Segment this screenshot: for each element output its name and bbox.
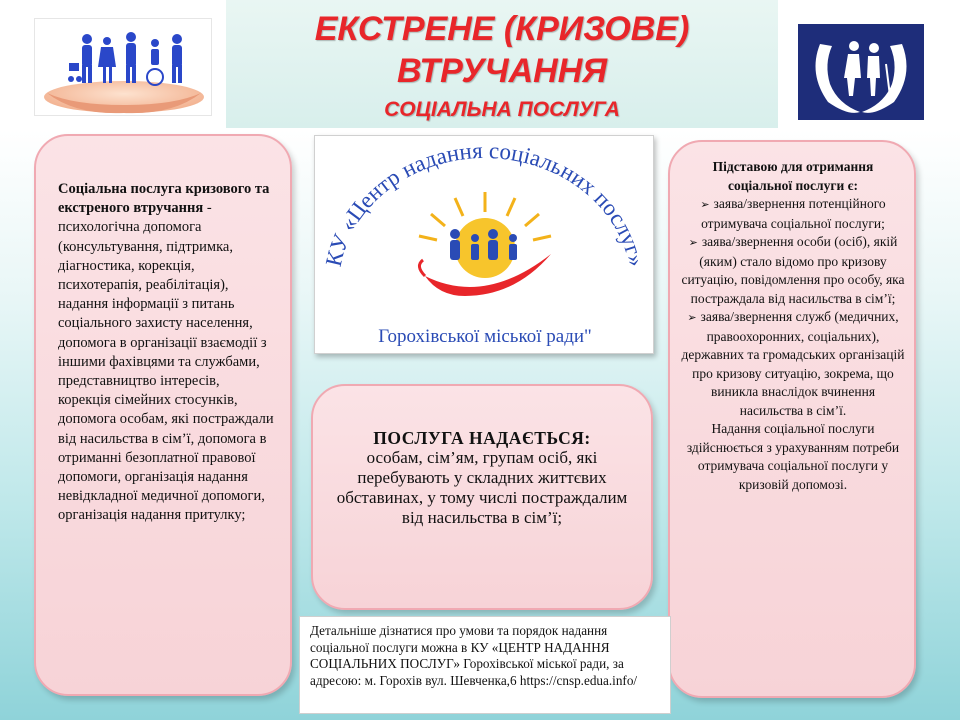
right-info-item: ➢ заява/звернення служб (медичних, правоохоронних, соціальних), державних та громадських організацій про кризову ситуацію, зокрема, що виникла внаслідок вчинення насильства в сім’ї. — [681, 309, 905, 418]
page-title-line1: ЕКСТРЕНЕ (КРИЗОВЕ) — [314, 10, 690, 48]
center-info-body: особам, сім’ям, групам осіб, які перебувають у складних життєвих обставинах, у тому числі постраждалим від насильства в сім’ї; — [336, 448, 628, 527]
left-info-text — [58, 180, 274, 526]
center-logo-card — [314, 135, 654, 354]
center-info-text — [330, 428, 634, 528]
page-subtitle: СОЦІАЛЬНА ПОСЛУГА — [384, 98, 620, 121]
sun-family-logo-icon — [315, 136, 654, 354]
checkmark-bullet-icon: ➢ — [687, 312, 697, 324]
right-info-text — [680, 158, 906, 494]
checkmark-bullet-icon: ➢ — [688, 237, 698, 249]
family-hands-icon — [34, 18, 212, 116]
page-title-line2: ВТРУЧАННЯ — [396, 52, 608, 90]
contact-info-text: Детальніше дізнатися про умови та порядок надання соціальної послуги можна в КУ «ЦЕНТР НАДАННЯ СОЦІАЛЬНИХ ПОСЛУГ» Горохівської міської ради, за адресою: м. Горохів вул. Шевченка,6 https://cnsp.edua.info/ — [310, 623, 638, 688]
right-info-item: ➢ заява/звернення особи (осіб), якій (яким) стало відомо про кризову ситуацію, повідомлення про особу, яка постраждала від насильства в сім’ї; — [681, 234, 905, 306]
contact-info-box — [299, 616, 671, 714]
left-info-lead: Соціальна послуга кризового та екстреного втручання — [58, 181, 270, 217]
checkmark-bullet-icon: ➢ — [700, 199, 710, 211]
center-info-heading: ПОСЛУГА НАДАЄТЬСЯ: — [373, 428, 591, 448]
elderly-hands-icon — [798, 24, 924, 120]
logo-bottom-text: Горохівської міської ради" — [378, 326, 592, 347]
left-info-body: - психологічна допомога (консультування, підтримка, діагностика, корекція, психотерапія, реабілітація), надання інформації з питань соціального захисту населення, допомога в організації взаємодії з іншими фахівцями та службами, представництво інтересів, корекція сімейних стосунків, допомога особам, які постраждали від насильства в сім’ї, допомога в отриманні безоплатної правової допомоги, організація надання невідкладної медичної допомоги, організація надання притулку; — [58, 200, 274, 524]
right-info-item: ➢ заява/звернення потенційного отримувача соціальної послуги; — [700, 196, 886, 231]
right-info-footer: Надання соціальної послуги здійснюється з урахуванням потреби отримувача соціальної послуги у кризовій допомозі. — [686, 421, 900, 492]
logo-arc-text: КУ «Центр надання соціальних послуг» — [320, 137, 650, 269]
right-info-heading: Підставою для отримання соціальної послуги є: — [712, 159, 874, 193]
